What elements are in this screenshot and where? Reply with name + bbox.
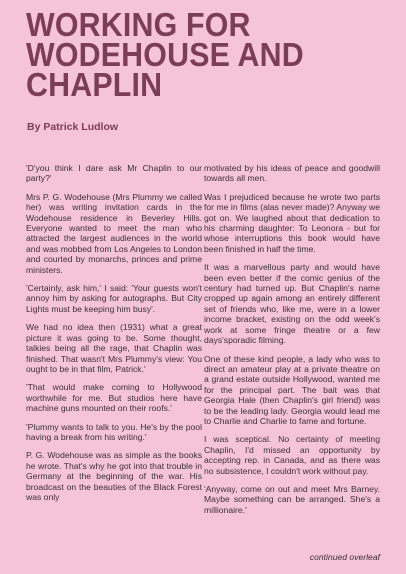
paragraph: P. G. Wodehouse was as simple as the books he wrote. That's why he got into that trouble in Germany at the beginning of the war. His broadcast on the beauties of the Black Forest was only <box>26 450 202 502</box>
paragraph: 'Plummy wants to talk to you. He's by the pool having a break from his writing.' <box>26 421 202 442</box>
paragraph: 'D'you think I dare ask Mr Chaplin to our party?' <box>26 163 202 184</box>
paragraph: Mrs P. G. Wodehouse (Mrs Plummy we called her) was writing invitation cards in the Wodehouse residence in Beverley Hills. Everyone wanted to meet the man who attracted the largest audiences in the world and was mobbed from Los Angeles to London and courted by monarchs, princes and prime ministers. <box>26 191 202 275</box>
paragraph: 'Certainly, ask him,' I said: 'Your guests won't annoy him by asking for autographs. But City Lights must be keeping him busy'. <box>26 283 202 314</box>
title-line-2: WODEHOUSE AND <box>26 36 304 73</box>
byline: By Patrick Ludlow <box>27 121 119 133</box>
paragraph: We had no idea then (1931) what a great picture it was going to be. Some thought, talkies being all the rage, that Chaplin was finished. That wasn't Mrs Plummy's view: You ought to be in that film, Patrick.' <box>26 322 202 374</box>
paragraph: 'Anyway, come on out and meet Mrs Barney. Maybe something can be arranged. She's a millionaire.' <box>204 483 380 515</box>
continued-overleaf: continued overleaf <box>309 552 380 562</box>
paragraph: Was I prejudiced because he wrote two parts for me in films (alas never made)? Anyway we got on. We laughed about that dedication to his charming daughter: To Leonora - but for whose interruptions this book would have been finished in half the time. <box>204 191 380 254</box>
left-column <box>26 163 202 510</box>
paragraph: 'That would make coming to Hollywood worthwhile for me. But studios here have machine guns mounted on their roofs.' <box>26 382 202 414</box>
title-line-3: CHAPLIN <box>26 66 163 103</box>
right-column <box>204 163 380 523</box>
article-title <box>26 6 357 103</box>
title-line-1: WORKING FOR <box>26 6 251 43</box>
paragraph: motivated by his ideas of peace and goodwill towards all men. <box>204 163 380 184</box>
paragraph: One of these kind people, a lady who was to direct an amateur play at a private theatre on a grand estate outside Hollywood, wanted me for the principal part. The bait was that Georgia Hale (then Chaplin's girl friend) was to be the leading lady. Georgia would lead me to Charlie and Charlie to fame and fortune. <box>204 353 380 426</box>
paragraph: It was a marvellous party and would have been even better if the comic genius of the century had turned up. But Chaplin's name cropped up again among an entirely different set of friends who, like me, were in a lower income bracket, existing on the odd week's work at some fringe theatre or a few days'sporadic filming. <box>204 262 380 346</box>
paragraph: I was sceptical. No certainty of meeting Chaplin, I'd missed an opportunity by accepting rep. in Canada, and as there was no subsistence, I couldn't work without pay. <box>204 434 380 476</box>
